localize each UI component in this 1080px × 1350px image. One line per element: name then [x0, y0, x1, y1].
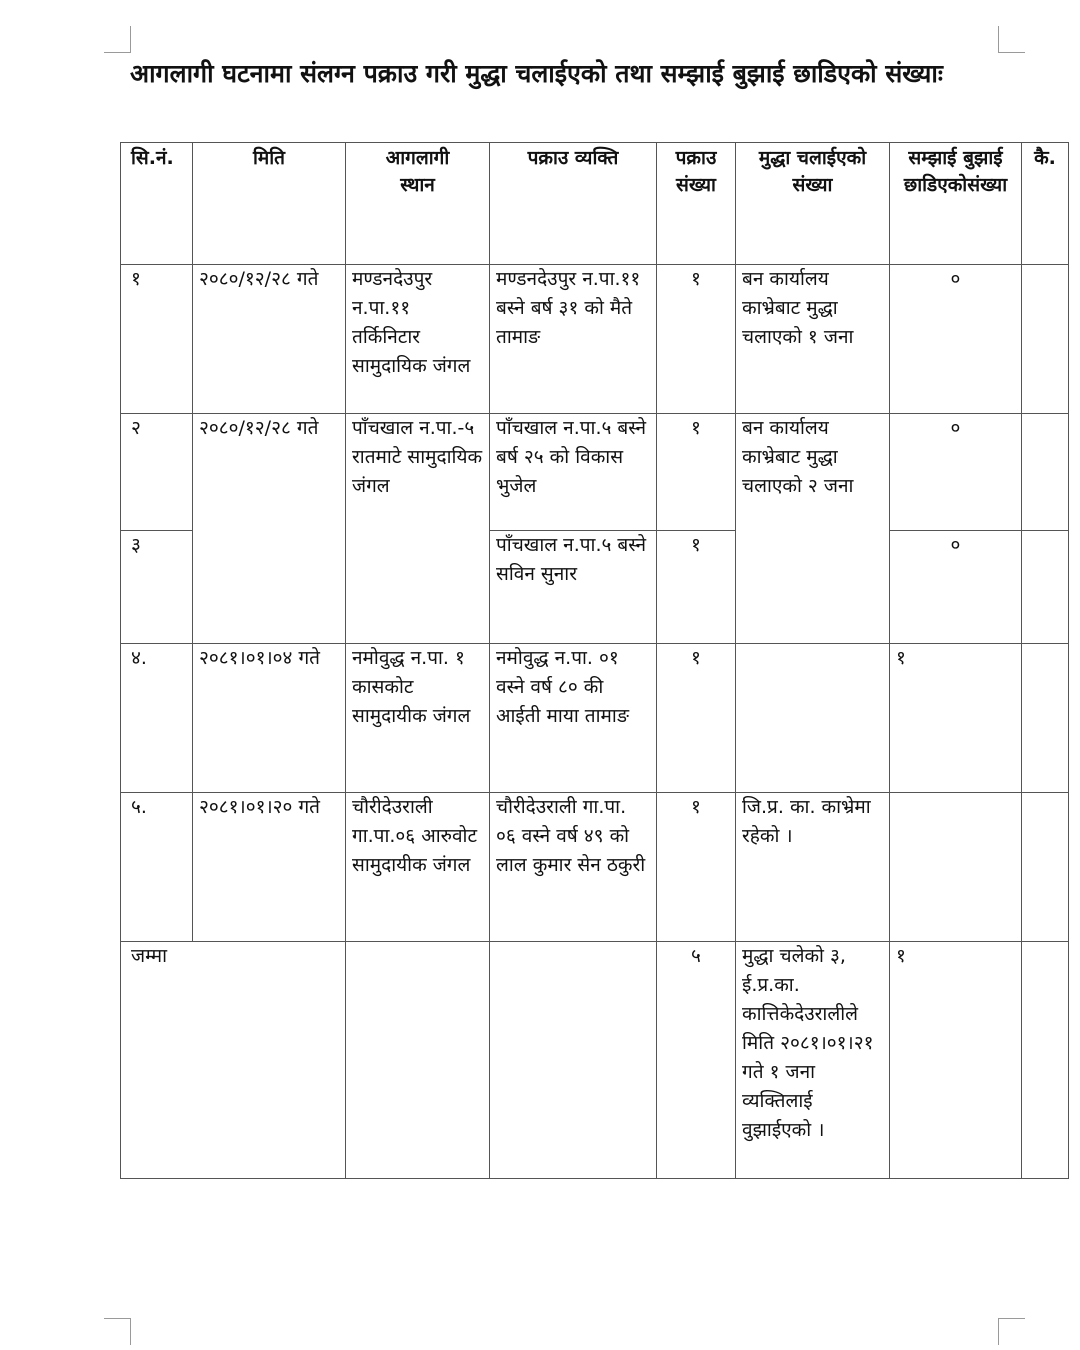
cell-date: २०८१।०१।२० गते [193, 793, 346, 942]
total-released: १ [890, 942, 1022, 1179]
cell-count: १ [657, 793, 736, 942]
header-case: मुद्धा चलाईएको संख्या [736, 143, 890, 265]
header-date: मिति [193, 143, 346, 265]
cell-released: ० [890, 414, 1022, 531]
cell-person: चौरीदेउराली गा.पा. ०६ वस्ने वर्ष ४९ को लाल कुमार सेन ठकुरी [490, 793, 657, 942]
total-count: ५ [657, 942, 736, 1179]
cell-place: नमोवुद्ध न.पा. १ कासकोट सामुदायीक जंगल [346, 644, 490, 793]
header-row [121, 143, 1069, 265]
cell-remarks [1022, 265, 1069, 414]
cell-count: १ [657, 414, 736, 531]
cell-date: २०८०/१२/२८ गते [193, 265, 346, 414]
total-place-empty [346, 942, 490, 1179]
cell-person: नमोवुद्ध न.पा. ०१ वस्ने वर्ष ८० की आईती माया तामाङ [490, 644, 657, 793]
cell-sn: २ [121, 414, 193, 531]
cell-sn: ४. [121, 644, 193, 793]
header-person: पक्राउ व्यक्ति [490, 143, 657, 265]
cell-case [736, 644, 890, 793]
cell-date: २०८०/१२/२८ गते [193, 414, 346, 644]
cell-sn: ३ [121, 531, 193, 644]
header-released: सम्झाई बुझाई छाडिएकोसंख्या [890, 143, 1022, 265]
cell-place: चौरीदेउराली गा.पा.०६ आरुवोट सामुदायीक जंगल [346, 793, 490, 942]
total-person-empty [490, 942, 657, 1179]
cell-sn: १ [121, 265, 193, 414]
cell-date: २०८१।०१।०४ गते [193, 644, 346, 793]
header-remarks: कै. [1022, 143, 1069, 265]
table-row [121, 414, 1069, 531]
corner-mark-top-right [998, 26, 1025, 53]
header-sn: सि.नं. [121, 143, 193, 265]
document-title: आगलागी घटनामा संलग्न पक्राउ गरी मुद्धा चलाईएको तथा सम्झाई बुझाई छाडिएको संख्याः [130, 59, 943, 88]
cell-remarks [1022, 644, 1069, 793]
total-remarks-empty [1022, 942, 1069, 1179]
cell-remarks [1022, 414, 1069, 531]
corner-mark-bottom-left [104, 1318, 131, 1345]
cell-released: ० [890, 265, 1022, 414]
cell-count: १ [657, 265, 736, 414]
cell-case: बन कार्यालय काभ्रेबाट मुद्धा चलाएको १ जना [736, 265, 890, 414]
cell-person: पाँचखाल न.पा.५ बस्ने सविन सुनार [490, 531, 657, 644]
table-row [121, 265, 1069, 414]
total-row [121, 942, 1069, 1179]
cell-count: १ [657, 644, 736, 793]
cell-case: बन कार्यालय काभ्रेबाट मुद्धा चलाएको २ जना [736, 414, 890, 644]
corner-mark-bottom-right [998, 1318, 1025, 1345]
cell-released: ० [890, 531, 1022, 644]
cell-remarks [1022, 793, 1069, 942]
fire-incident-table [120, 142, 1069, 1179]
cell-released [890, 793, 1022, 942]
cell-place: मण्डनदेउपुर न.पा.११ तर्किनिटार सामुदायिक जंगल [346, 265, 490, 414]
cell-sn: ५. [121, 793, 193, 942]
cell-place: पाँचखाल न.पा.-५ रातमाटे सामुदायिक जंगल [346, 414, 490, 644]
cell-person: पाँचखाल न.पा.५ बस्ने बर्ष २५ को विकास भुजेल [490, 414, 657, 531]
header-count: पक्राउ संख्या [657, 143, 736, 265]
total-label: जम्मा [121, 942, 346, 1179]
cell-person: मण्डनदेउपुर न.पा.११ बस्ने बर्ष ३१ को मैते तामाङ [490, 265, 657, 414]
cell-case: जि.प्र. का. काभ्रेमा रहेको । [736, 793, 890, 942]
cell-released: १ [890, 644, 1022, 793]
header-place: आगलागी स्थान [346, 143, 490, 265]
cell-count: १ [657, 531, 736, 644]
table-row [121, 644, 1069, 793]
cell-remarks [1022, 531, 1069, 644]
total-case: मुद्धा चलेको ३, ई.प्र.का. कात्तिकेदेउरालीले मिति २०८१।०१।२१ गते १ जना व्यक्तिलाई वुझाईएको । [736, 942, 890, 1179]
corner-mark-top-left [104, 26, 131, 53]
table-row [121, 793, 1069, 942]
